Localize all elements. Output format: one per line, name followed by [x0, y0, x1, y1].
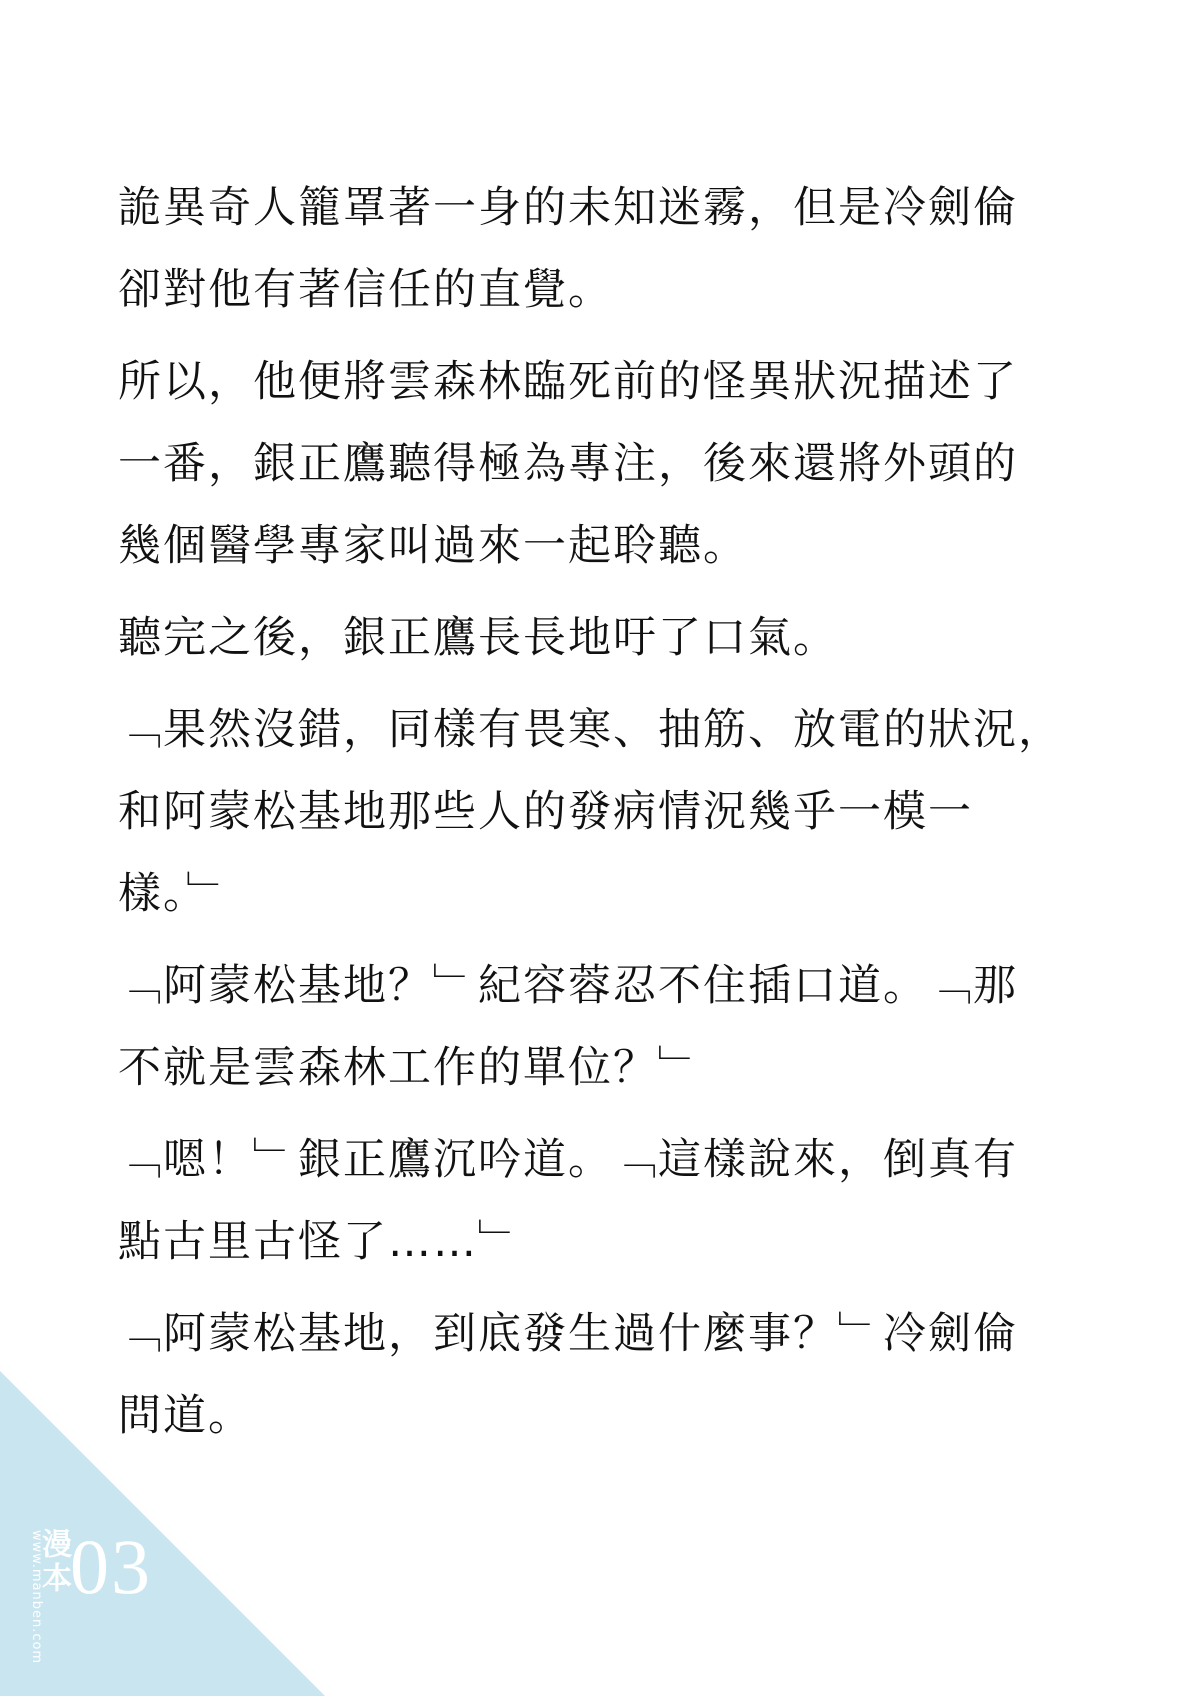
- text-line: 聽完之後，銀正鷹長長地吁了口氣。: [118, 613, 838, 663]
- text-line: ﹁阿蒙松基地，到底發生過什麼事？﹂冷劍倫: [118, 1309, 1018, 1359]
- text-line: ﹁果然沒錯，同樣有畏寒、抽筋、放電的狀況，: [118, 705, 1063, 755]
- text-line: 不就是雲森林工作的單位？﹂: [118, 1043, 703, 1093]
- text-line: 詭異奇人籠罩著一身的未知迷霧，但是冷劍倫: [118, 183, 1018, 233]
- page-number: 03: [70, 1523, 152, 1610]
- watermark-url: www.manben.com: [29, 1530, 44, 1665]
- watermark-logo: 漫本: [36, 1528, 71, 1596]
- text-line: 幾個醫學專家叫過來一起聆聽。: [118, 521, 748, 571]
- text-line: 卻對他有著信任的直覺。: [118, 265, 613, 315]
- text-line: 一番，銀正鷹聽得極為專注，後來還將外頭的: [118, 439, 1018, 489]
- text-line: 點古里古怪了……﹂: [118, 1217, 523, 1267]
- text-line: ﹁阿蒙松基地？﹂紀容蓉忍不住插口道。﹁那: [118, 961, 1018, 1011]
- text-line: 所以，他便將雲森林臨死前的怪異狀況描述了: [118, 357, 1018, 407]
- text-line: 和阿蒙松基地那些人的發病情況幾乎一模一: [118, 787, 973, 837]
- text-line: ﹁嗯！﹂銀正鷹沉吟道。﹁這樣說來，倒真有: [118, 1135, 1018, 1185]
- text-line: 樣。﹂: [118, 869, 232, 919]
- text-line: 問道。: [118, 1391, 253, 1441]
